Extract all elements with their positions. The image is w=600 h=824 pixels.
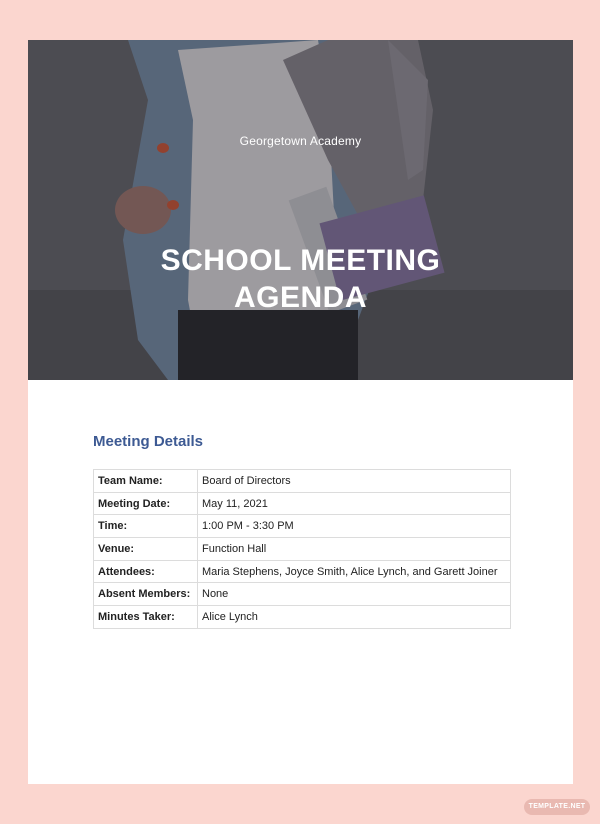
title-line-2: AGENDA	[233, 281, 367, 314]
row-value: Function Hall	[198, 538, 511, 561]
table-row	[94, 515, 511, 538]
row-label: Attendees:	[94, 560, 198, 583]
row-value: Board of Directors	[198, 470, 511, 493]
organization-name: Georgetown Academy	[239, 134, 362, 148]
row-value: Maria Stephens, Joyce Smith, Alice Lynch, and Garett Joiner	[198, 560, 511, 583]
row-value: 1:00 PM - 3:30 PM	[198, 515, 511, 538]
section-heading: Meeting Details	[93, 433, 204, 450]
document-title	[28, 242, 573, 316]
document-page	[28, 40, 573, 784]
template-net-badge[interactable]: TEMPLATE.NET	[524, 799, 590, 815]
table-row	[94, 606, 511, 629]
row-label: Venue:	[94, 538, 198, 561]
hero-overlay	[28, 40, 573, 380]
table-row	[94, 470, 511, 493]
meeting-details-table	[93, 469, 511, 629]
row-label: Meeting Date:	[94, 492, 198, 515]
row-value: May 11, 2021	[198, 492, 511, 515]
row-value: None	[198, 583, 511, 606]
table-row	[94, 583, 511, 606]
row-label: Minutes Taker:	[94, 606, 198, 629]
row-value: Alice Lynch	[198, 606, 511, 629]
table-row	[94, 560, 511, 583]
hero-banner	[28, 40, 573, 380]
title-line-1: SCHOOL MEETING	[160, 244, 441, 277]
row-label: Team Name:	[94, 470, 198, 493]
table-row	[94, 492, 511, 515]
row-label: Time:	[94, 515, 198, 538]
row-label: Absent Members:	[94, 583, 198, 606]
table-row	[94, 538, 511, 561]
